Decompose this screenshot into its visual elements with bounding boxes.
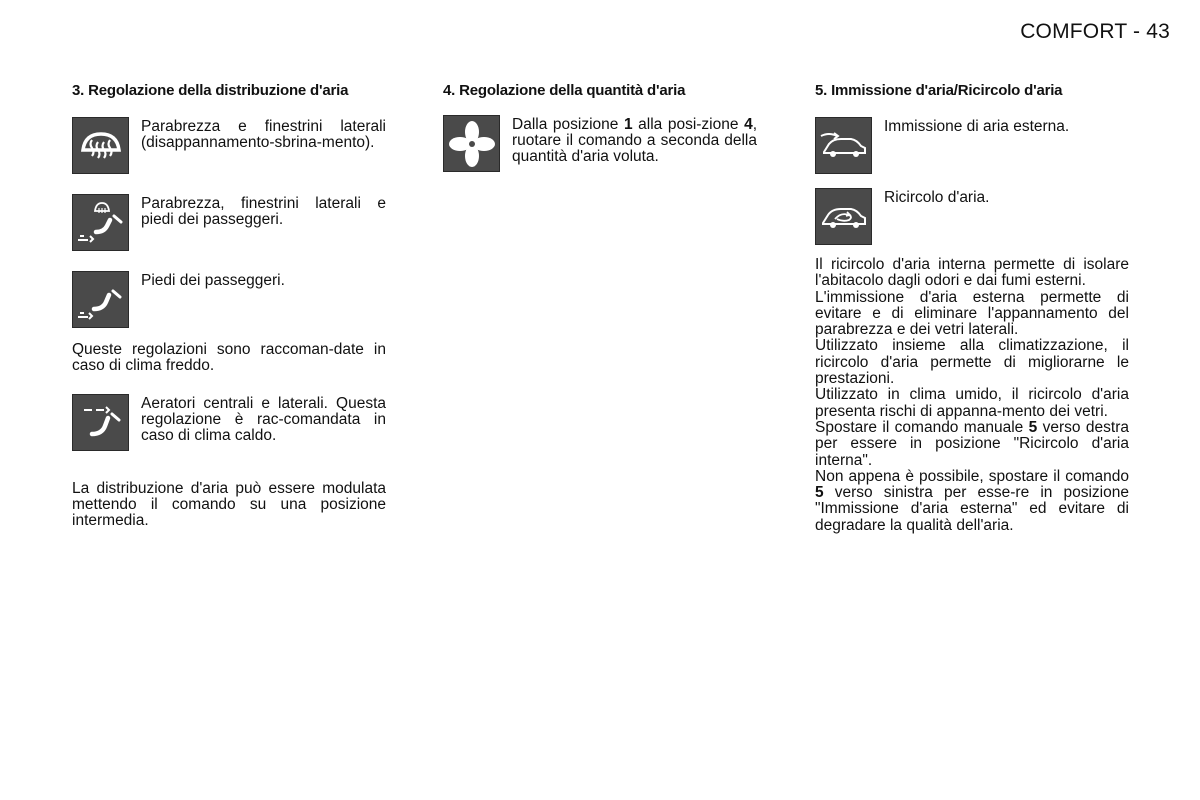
position-1: 1 — [623, 116, 633, 133]
section-air-intake-recirculation — [815, 82, 1129, 534]
section-title: 3. Regolazione della distribuzione d'aria — [72, 82, 349, 99]
section-air-quantity — [443, 82, 757, 172]
item-text: Immissione di aria esterna. — [884, 118, 1070, 135]
control-number: 5 — [1028, 418, 1038, 436]
distribution-item-feet — [72, 271, 386, 328]
item-text: Parabrezza e finestrini laterali (disappannamento-sbrina-mento). — [141, 118, 386, 151]
text-part: alla posi-zione — [632, 116, 745, 133]
recirculation-car-icon — [815, 188, 872, 245]
text-part: Dalla posizione — [512, 116, 624, 133]
paragraph — [815, 469, 1129, 534]
feet-icon — [72, 271, 129, 328]
paragraph — [815, 420, 1129, 469]
distribution-item-defrost — [72, 117, 386, 174]
distribution-item-windshield-feet — [72, 194, 386, 251]
quantity-item — [443, 115, 757, 172]
text-part: verso sinistra per esse-re in posizione "Immissione d'aria esterna" ed evitare di degradare la qualità dell'aria. — [815, 484, 1129, 534]
item-text: Aeratori centrali e laterali. Questa regolazione è rac-comandata in caso di clima caldo. — [141, 395, 386, 444]
text-part: , ruotare il comando a seconda della quantità d'aria voluta. — [512, 116, 757, 165]
intermediate-position-note: La distribuzione d'aria può essere modulata mettendo il comando su una posizione intermedia. — [72, 480, 386, 529]
outside-air-item — [815, 117, 1129, 174]
face-vents-icon — [72, 394, 129, 451]
windshield-feet-icon — [72, 194, 129, 251]
position-4: 4 — [744, 116, 753, 133]
section-air-distribution — [72, 82, 386, 529]
fan-icon — [443, 115, 500, 172]
cold-weather-note: Queste regolazioni sono raccoman-date in caso di clima freddo. — [72, 341, 386, 374]
distribution-item-face-vents — [72, 394, 386, 451]
page-header: COMFORT - 43 — [1020, 20, 1170, 43]
quantity-text — [512, 115, 757, 165]
outside-air-car-icon — [815, 117, 872, 174]
paragraph: Il ricircolo d'aria interna permette di isolare l'abitacolo dagli odori e dai fumi esterni. — [815, 256, 1129, 290]
recirculation-item — [815, 188, 1129, 245]
text-part: Spostare il comando manuale — [815, 418, 1029, 436]
text-part: Non appena è possibile, spostare il comando — [815, 467, 1129, 485]
windshield-defrost-icon — [72, 117, 129, 174]
paragraph: L'immissione d'aria esterna permette di evitare e di eliminare l'appannamento del parabrezza e dei vetri laterali. — [815, 288, 1129, 339]
item-text: Parabrezza, finestrini laterali e piedi dei passeggeri. — [141, 195, 386, 228]
section-title: 4. Regolazione della quantità d'aria — [443, 82, 686, 99]
paragraph: Utilizzato in clima umido, il ricircolo d'aria presenta rischi di appanna-mento dei vetri. — [815, 386, 1129, 420]
text-part: verso destra per essere in posizione "Ricircolo d'aria interna". — [815, 418, 1129, 469]
item-text: Piedi dei passeggeri. — [141, 272, 285, 289]
section-title: 5. Immissione d'aria/Ricircolo d'aria — [815, 82, 1063, 99]
recirculation-description — [815, 257, 1129, 534]
paragraph: Utilizzato insieme alla climatizzazione, il ricircolo d'aria permette di migliorarne le prestazioni. — [815, 337, 1129, 388]
item-text: Ricircolo d'aria. — [884, 189, 990, 206]
control-number: 5 — [815, 484, 824, 502]
